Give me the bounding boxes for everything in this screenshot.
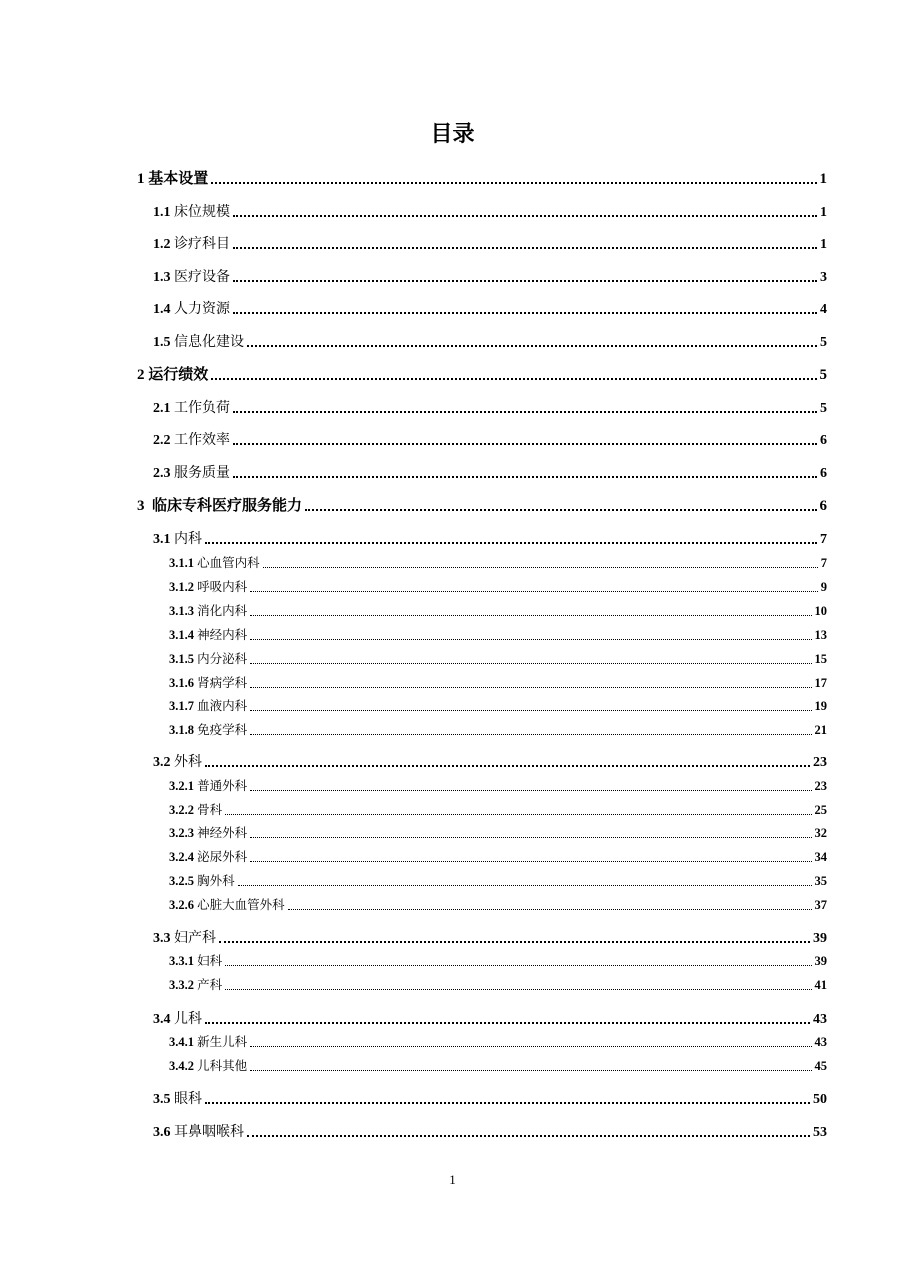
toc-text: 床位规模 (174, 204, 230, 220)
toc-page-number: 35 (814, 874, 827, 888)
toc-entry[interactable] (169, 975, 827, 993)
dot-leader (250, 687, 811, 688)
toc-number: 3.2.3 (169, 826, 198, 840)
toc-text: 妇科 (197, 953, 223, 968)
toc-page-number: 39 (813, 931, 827, 946)
dot-leader (250, 1046, 811, 1047)
toc-entry[interactable] (169, 1056, 827, 1074)
toc-text: 内分泌科 (197, 651, 248, 666)
toc-number: 3.1.7 (169, 699, 198, 713)
toc-text: 肾病学科 (197, 675, 248, 690)
dot-leader (233, 247, 817, 249)
toc-number: 3.1.5 (169, 652, 198, 666)
toc-page-number: 53 (813, 1125, 827, 1140)
dot-leader (250, 710, 811, 711)
dot-leader (211, 378, 816, 380)
toc-entry[interactable] (169, 847, 827, 865)
toc-text: 免疫学科 (197, 722, 248, 737)
toc-page-number: 13 (814, 628, 827, 642)
toc-entry[interactable] (153, 528, 827, 548)
toc-number: 1.5 (153, 335, 174, 350)
toc-page-number: 43 (813, 1012, 827, 1027)
toc-text: 基本设置 (148, 169, 209, 187)
toc-entry[interactable] (153, 1121, 827, 1141)
dot-leader (305, 509, 816, 511)
toc-entry[interactable] (153, 1008, 827, 1028)
toc-text: 消化内科 (197, 603, 248, 618)
toc-number: 1 (137, 171, 149, 187)
toc-page-number: 15 (814, 652, 827, 666)
dot-leader (225, 814, 811, 815)
dot-leader (233, 280, 817, 282)
toc-page-number: 23 (814, 779, 827, 793)
toc-number: 2.2 (153, 433, 174, 448)
toc-page-number: 10 (814, 604, 827, 618)
toc-entry[interactable] (169, 895, 827, 913)
toc-number: 1.2 (153, 237, 174, 252)
toc-page-number: 5 (820, 401, 827, 416)
toc-number: 3.2.2 (169, 803, 198, 817)
dot-leader (263, 567, 818, 568)
toc-title: 目录 (430, 122, 475, 147)
dot-leader (288, 909, 812, 910)
toc-text: 儿科 (174, 1011, 202, 1027)
toc-page-number: 50 (813, 1092, 827, 1107)
toc-text: 外科 (174, 754, 202, 770)
dot-leader (250, 790, 811, 791)
toc-text: 信息化建设 (174, 334, 244, 350)
toc-entry[interactable] (169, 951, 827, 969)
toc-entry[interactable] (169, 800, 827, 818)
toc-page-number: 1 (820, 205, 827, 220)
toc-number: 3.4.1 (169, 1035, 198, 1049)
dot-leader (250, 734, 811, 735)
toc-number: 3.4 (153, 1012, 174, 1027)
toc-text: 胸外科 (197, 873, 235, 888)
toc-number: 3.3 (153, 931, 174, 946)
toc-page-number: 9 (820, 580, 827, 594)
toc-number: 3.5 (153, 1092, 174, 1107)
toc-number: 3.4.2 (169, 1059, 198, 1073)
toc-text: 临床专科医疗服务能力 (152, 496, 303, 514)
dot-leader (247, 345, 817, 347)
toc-number: 3.1 (153, 532, 174, 547)
dot-leader (205, 1102, 810, 1104)
toc-page-number: 1 (819, 171, 827, 187)
dot-leader (233, 476, 817, 478)
toc-entry[interactable] (169, 649, 827, 667)
toc-number: 3.3.2 (169, 978, 198, 992)
toc-page-number: 7 (820, 556, 827, 570)
toc-text: 泌尿外科 (197, 849, 248, 864)
toc-number: 3.2.6 (169, 898, 198, 912)
dot-leader (233, 443, 817, 445)
toc-text: 儿科其他 (197, 1058, 248, 1073)
toc-entry[interactable] (137, 168, 827, 188)
toc-page-number: 3 (820, 270, 827, 285)
toc-number: 3.2.5 (169, 874, 198, 888)
dot-leader (211, 182, 816, 184)
toc-number: 3.2.4 (169, 850, 198, 864)
toc-text: 妇产科 (174, 930, 216, 946)
toc-entry[interactable] (153, 298, 827, 318)
toc-number: 1.4 (153, 302, 174, 317)
dot-leader (250, 861, 811, 862)
toc-number: 3.1.3 (169, 604, 198, 618)
toc-entry[interactable] (153, 201, 827, 221)
toc-number: 1.3 (153, 270, 174, 285)
dot-leader (250, 639, 811, 640)
toc-text: 心脏大血管外科 (197, 897, 285, 912)
toc-text: 血液内科 (197, 698, 248, 713)
toc-entry[interactable] (153, 462, 827, 482)
toc-entry[interactable] (169, 823, 827, 841)
toc-page-number: 41 (814, 978, 827, 992)
toc-entry[interactable] (153, 233, 827, 253)
toc-number: 3 (137, 498, 152, 514)
toc-page-number: 21 (814, 723, 827, 737)
dot-leader (205, 765, 810, 767)
toc-page-number: 37 (814, 898, 827, 912)
dot-leader (205, 542, 817, 544)
toc-entry[interactable] (153, 429, 827, 449)
dot-leader (225, 965, 811, 966)
toc-number: 2 (137, 367, 149, 383)
toc-text: 神经内科 (197, 627, 248, 642)
toc-entry[interactable] (169, 601, 827, 619)
toc-number: 1.1 (153, 205, 174, 220)
toc-number: 3.1.8 (169, 723, 198, 737)
toc-entry[interactable] (169, 1032, 827, 1050)
dot-leader (250, 837, 811, 838)
toc-page-number: 23 (813, 755, 827, 770)
toc-text: 心血管内科 (197, 555, 260, 570)
toc-number: 3.2.1 (169, 779, 198, 793)
toc-text: 服务质量 (174, 465, 230, 481)
dot-leader (233, 215, 817, 217)
toc-entry[interactable] (169, 577, 827, 595)
toc-page-number: 4 (820, 302, 827, 317)
toc-text: 骨科 (197, 802, 223, 817)
toc-entry[interactable] (169, 720, 827, 738)
toc-number: 2.3 (153, 466, 174, 481)
toc-entry[interactable] (169, 673, 827, 691)
toc-text: 内科 (174, 531, 202, 547)
toc-page-number: 5 (819, 367, 827, 383)
toc-text: 新生儿科 (197, 1034, 248, 1049)
toc-text: 工作效率 (174, 432, 230, 448)
toc-number: 3.1.6 (169, 676, 198, 690)
dot-leader (233, 312, 817, 314)
toc-number: 3.6 (153, 1125, 174, 1140)
dot-leader (225, 989, 811, 990)
toc-text: 普通外科 (197, 778, 248, 793)
dot-leader (219, 941, 810, 943)
toc-page-number: 43 (814, 1035, 827, 1049)
toc-entry[interactable] (169, 553, 827, 571)
toc-page-number: 39 (814, 954, 827, 968)
toc-page-number: 7 (820, 532, 827, 547)
toc-text: 耳鼻咽喉科 (174, 1124, 244, 1140)
toc-text: 人力资源 (174, 301, 230, 317)
toc-number: 3.1.4 (169, 628, 198, 642)
toc-page-number: 1 (820, 237, 827, 252)
toc-number: 3.1.1 (169, 556, 198, 570)
toc-entry[interactable] (153, 751, 827, 771)
toc-text: 产科 (197, 977, 223, 992)
toc-entry[interactable] (153, 266, 827, 286)
page-footer-number: 1 (449, 1172, 456, 1187)
toc-entry[interactable] (153, 331, 827, 351)
toc-page-number: 34 (814, 850, 827, 864)
toc-page-number: 6 (820, 433, 827, 448)
toc-page-number: 6 (819, 498, 827, 514)
toc-entry[interactable] (169, 625, 827, 643)
dot-leader (247, 1135, 810, 1137)
dot-leader (250, 1070, 811, 1071)
toc-page-number: 25 (814, 803, 827, 817)
toc-page-number: 32 (814, 826, 827, 840)
toc-page-number: 17 (814, 676, 827, 690)
toc-page-number: 19 (814, 699, 827, 713)
toc-text: 医疗设备 (174, 269, 230, 285)
toc-page-number: 6 (820, 466, 827, 481)
toc-page-number: 5 (820, 335, 827, 350)
toc-entry[interactable] (153, 927, 827, 947)
dot-leader (250, 591, 818, 592)
toc-entry[interactable] (169, 871, 827, 889)
toc-number: 2.1 (153, 401, 174, 416)
toc-text: 诊疗科目 (174, 236, 230, 252)
toc-entry[interactable] (137, 364, 827, 384)
dot-leader (238, 885, 812, 886)
toc-text: 神经外科 (197, 825, 248, 840)
toc-entry[interactable] (169, 776, 827, 794)
toc-text: 眼科 (174, 1091, 202, 1107)
toc-entry[interactable] (169, 696, 827, 714)
toc-text: 工作负荷 (174, 400, 230, 416)
dot-leader (250, 615, 811, 616)
dot-leader (250, 663, 811, 664)
toc-text: 呼吸内科 (197, 579, 248, 594)
toc-entry[interactable] (137, 495, 827, 515)
toc-text: 运行绩效 (148, 365, 209, 383)
toc-number: 3.3.1 (169, 954, 198, 968)
toc-number: 3.1.2 (169, 580, 198, 594)
dot-leader (233, 411, 817, 413)
dot-leader (205, 1022, 810, 1024)
toc-entry[interactable] (153, 1088, 827, 1108)
toc-page-number: 45 (814, 1059, 827, 1073)
toc-entry[interactable] (153, 397, 827, 417)
toc-number: 3.2 (153, 755, 174, 770)
